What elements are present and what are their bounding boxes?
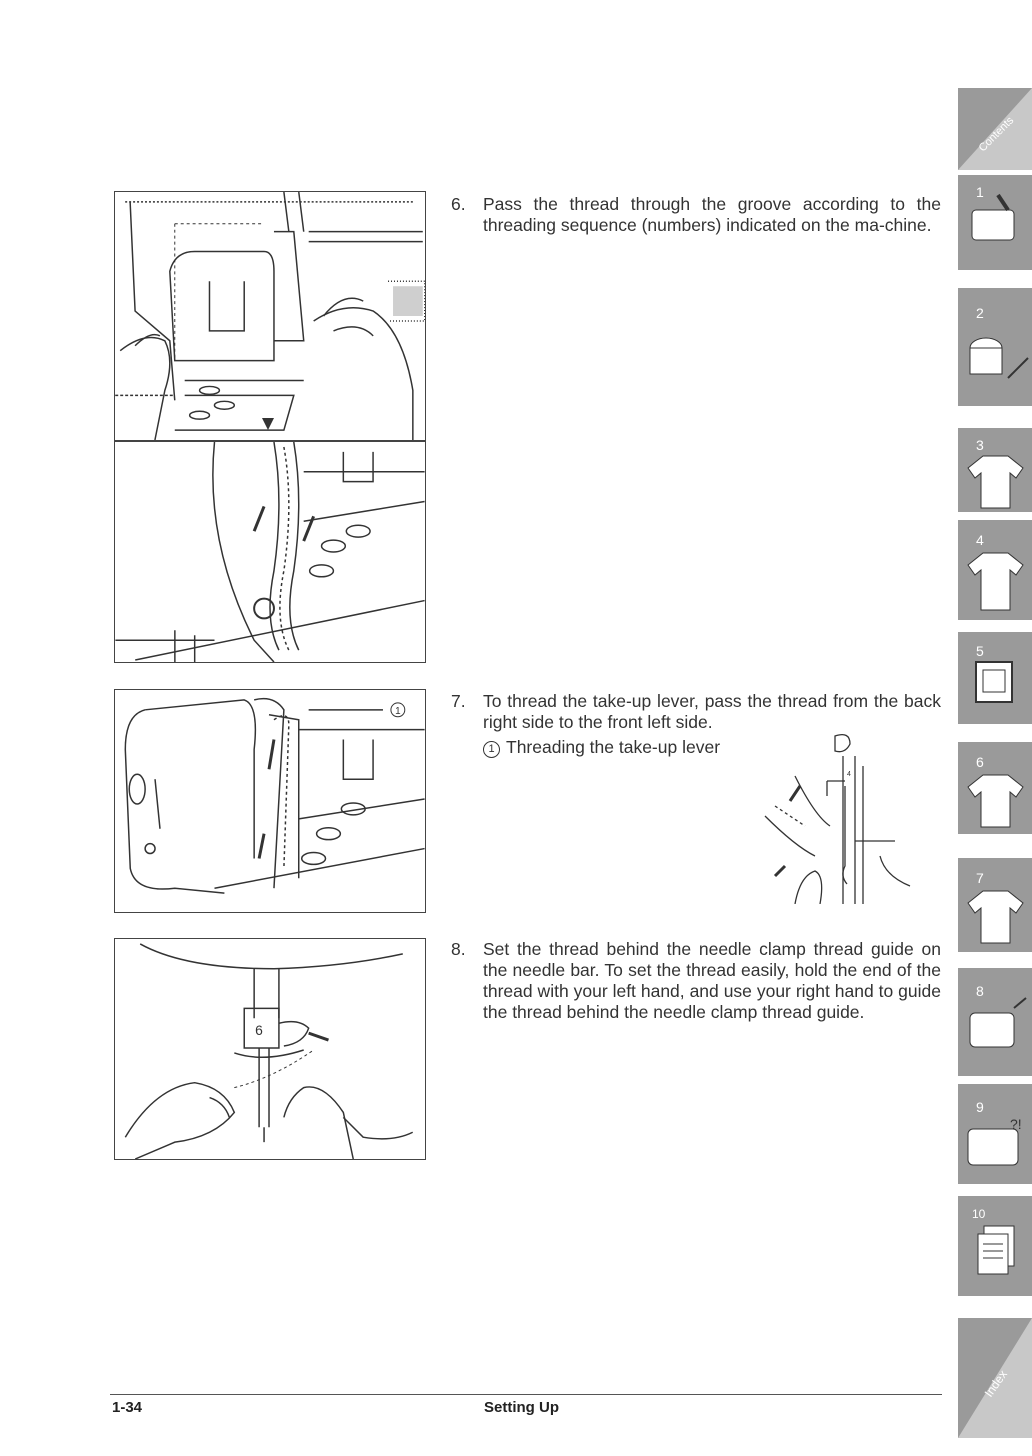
side-tab-1[interactable]: [958, 175, 1032, 270]
callout-marker-label: 1: [395, 705, 401, 717]
side-tab-10[interactable]: [958, 1196, 1032, 1296]
side-tab-5-label: 5: [976, 643, 984, 659]
side-tab-6-label: 6: [976, 754, 984, 770]
side-tab-3-label: 3: [976, 437, 984, 453]
svg-text:?!: ?!: [1010, 1116, 1022, 1132]
side-tab-5[interactable]: [958, 632, 1032, 724]
figure-groove-closeup: [114, 441, 426, 663]
side-tab-4-label: 4: [976, 532, 984, 548]
side-tab-8[interactable]: [958, 968, 1032, 1076]
side-tab-contents-label: Contents: [976, 114, 1017, 155]
take-up-lever-illustration: [115, 690, 425, 912]
callout-threading-take-up-lever: [483, 737, 720, 758]
side-tab-1-label: 1: [976, 184, 984, 200]
side-tab-2-label: 2: [976, 305, 984, 321]
take-up-lever-inset-illustration: [755, 726, 915, 904]
callout-marker: 1: [483, 741, 500, 758]
page-number: 1-34: [112, 1399, 143, 1416]
figure-needle-clamp: [114, 938, 426, 1160]
step-8: [451, 939, 941, 1023]
step-6: [451, 194, 941, 236]
footer-rule: [110, 1394, 942, 1395]
groove-closeup-illustration: [115, 442, 425, 662]
figure-thread-groove: [114, 191, 426, 441]
step-7-number: 7.: [451, 691, 466, 711]
side-tab-9-label: 9: [976, 1099, 984, 1115]
step-7-text: To thread the take-up lever, pass the thread from the back right side to the front left side.: [483, 691, 941, 732]
side-tab-2[interactable]: [958, 288, 1032, 406]
step-6-number: 6.: [451, 194, 466, 214]
side-tab-7[interactable]: [958, 858, 1032, 952]
side-tab-10-label: 10: [972, 1207, 986, 1221]
side-tab-index[interactable]: [958, 1318, 1032, 1438]
side-tab-3[interactable]: [958, 428, 1032, 512]
side-tab-6[interactable]: [958, 742, 1032, 834]
side-tab-contents[interactable]: [958, 88, 1032, 170]
step-8-text: Set the thread behind the needle clamp thread guide on the needle bar. To set the thread easily, hold the end of the thread with your left hand, and use your right hand to guide the thread behind the needle clamp thread guide.: [483, 939, 941, 1022]
take-up-lever-inset: [755, 726, 915, 904]
step-8-number: 8.: [451, 939, 466, 959]
side-tab-8-label: 8: [976, 983, 984, 999]
section-title: Setting Up: [484, 1399, 559, 1416]
needle-clamp-number-label: 6: [255, 1022, 263, 1039]
lever-number-label: 4: [847, 771, 851, 778]
side-tab-9[interactable]: [958, 1084, 1032, 1184]
step-6-text: Pass the thread through the groove according to the threading sequence (numbers) indicated on the ma-chine.: [483, 194, 941, 235]
side-tab-index-label: Index: [981, 1367, 1010, 1400]
side-tab-7-label: 7: [976, 870, 984, 886]
thread-groove-illustration: [115, 192, 425, 440]
figure-take-up-lever: [114, 689, 426, 913]
callout-text: Threading the take-up lever: [506, 737, 721, 757]
sequence-arrow-down-icon: [262, 418, 274, 430]
needle-clamp-illustration: [115, 939, 425, 1159]
side-tab-4[interactable]: [958, 520, 1032, 620]
